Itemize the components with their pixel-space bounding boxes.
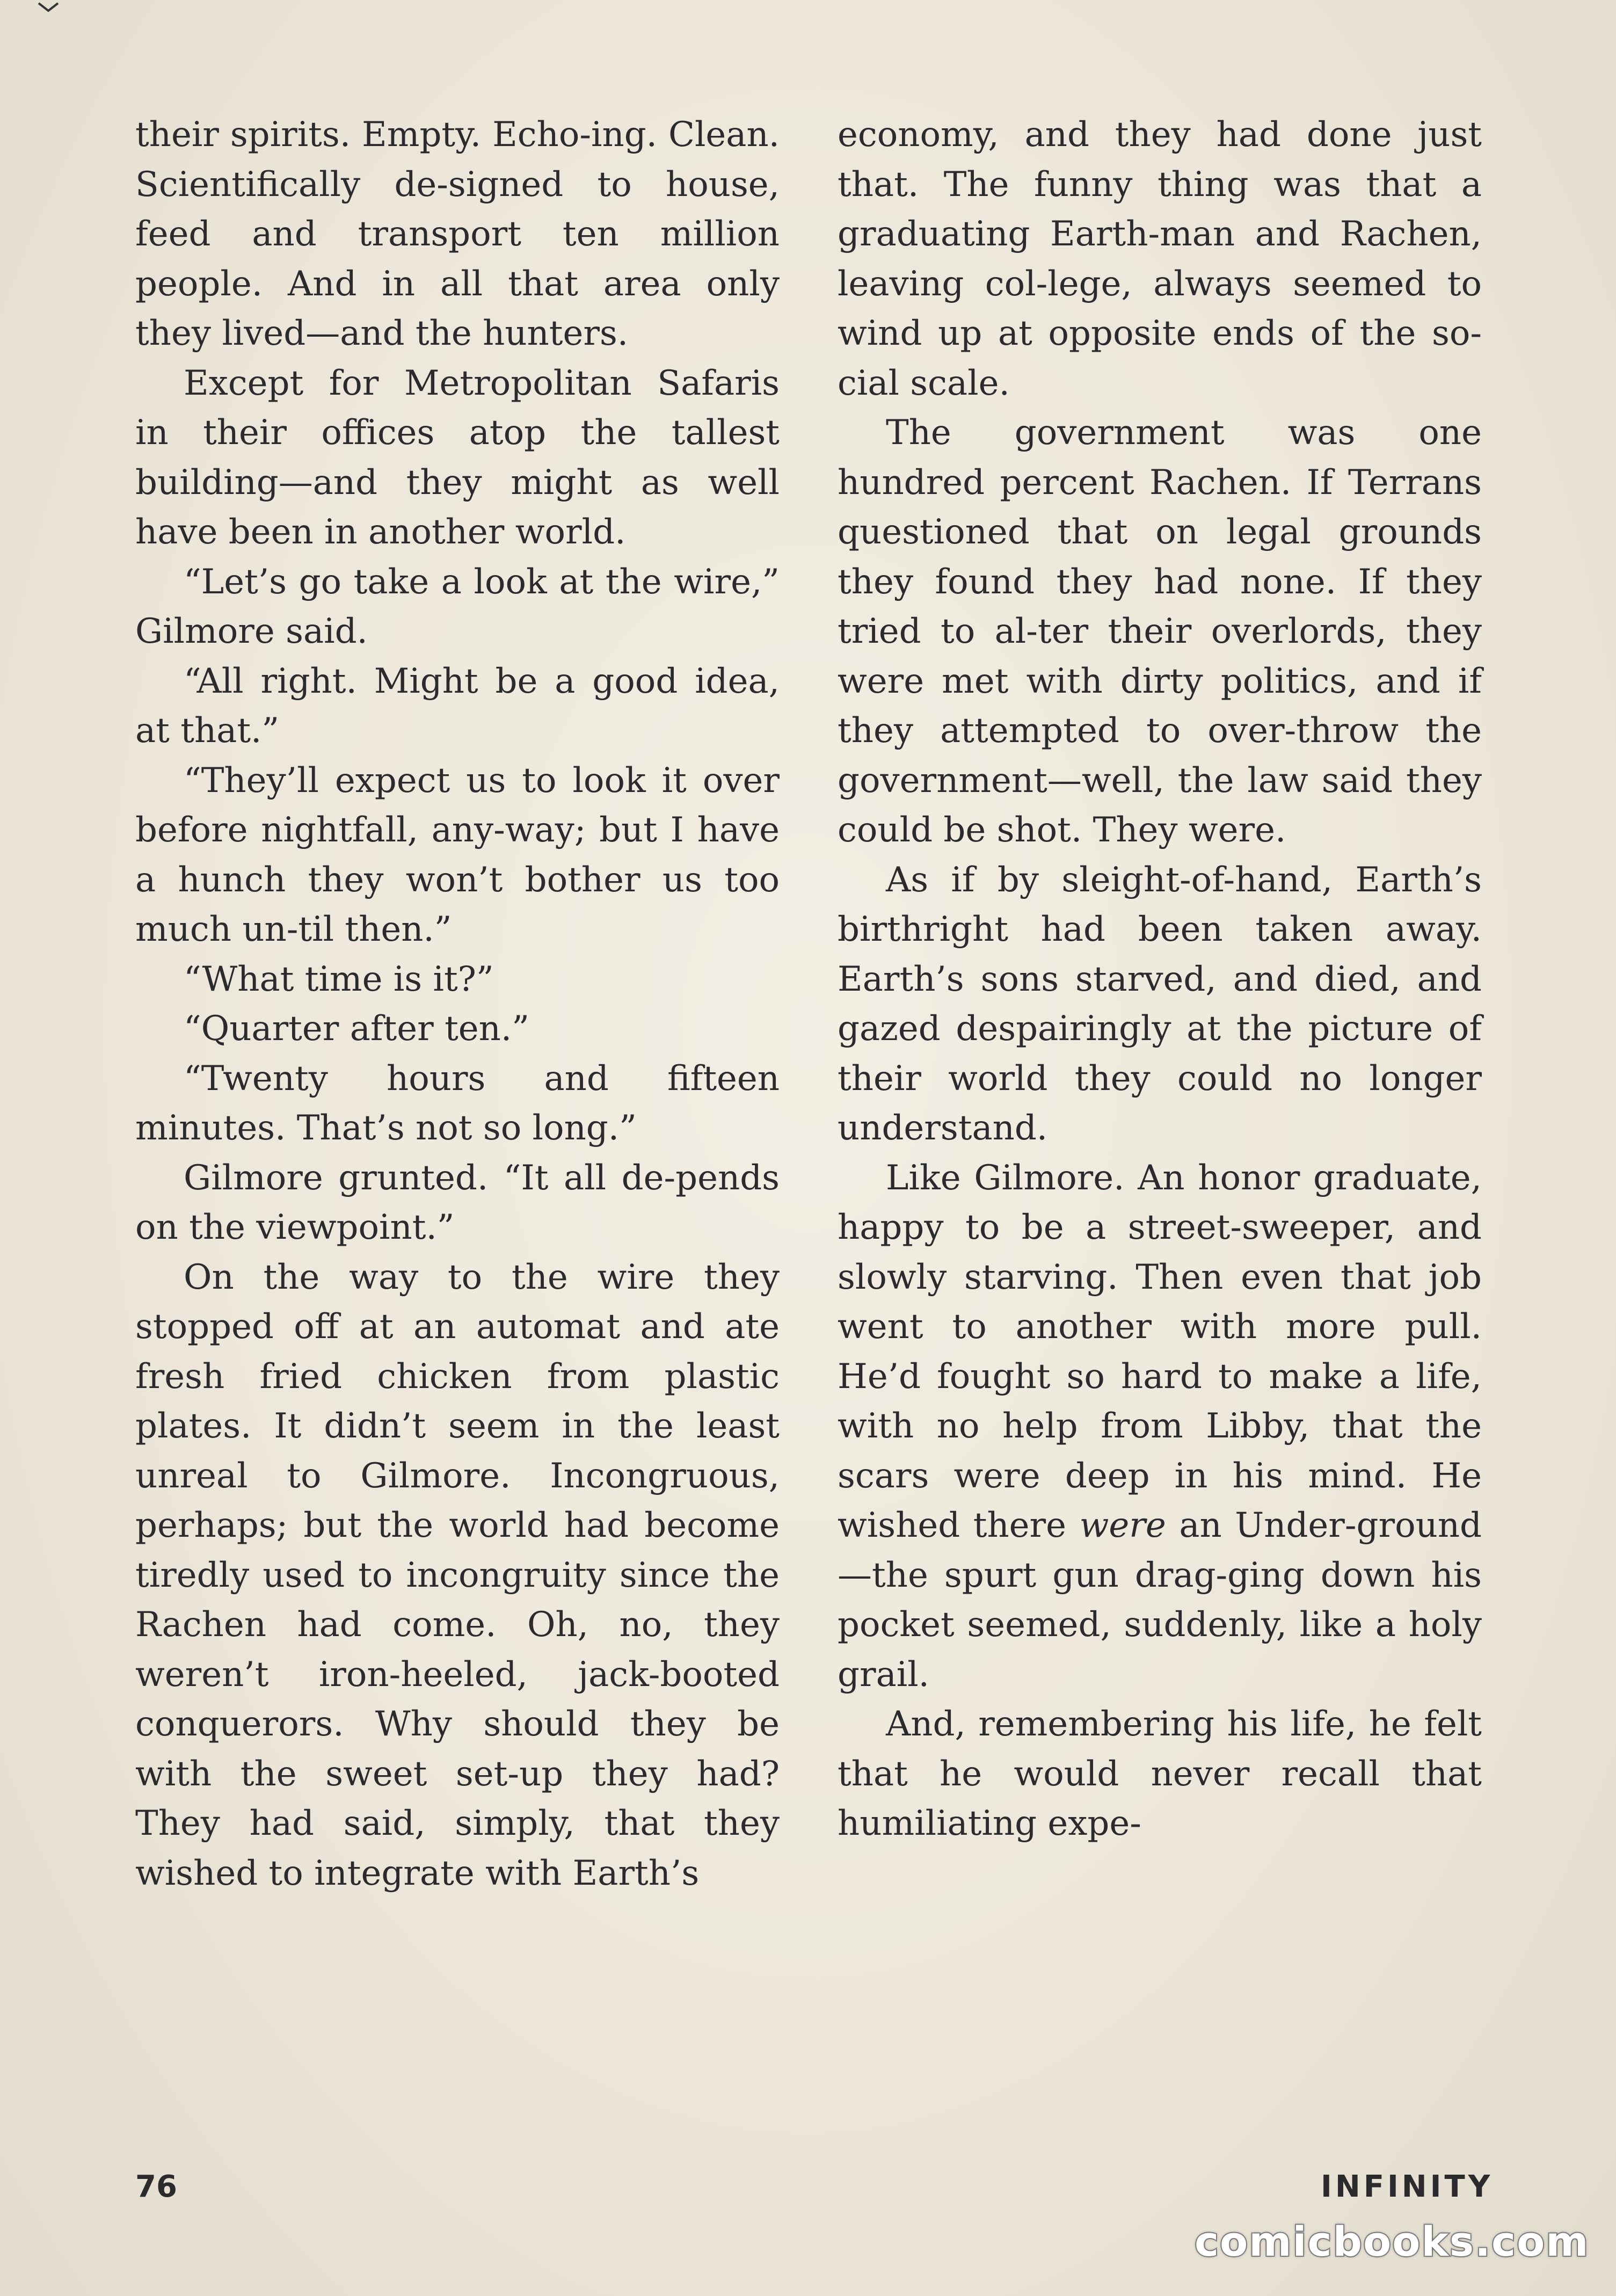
italic-word: were bbox=[1079, 1506, 1166, 1545]
paragraph: Gilmore grunted. “It all de-pends on the viewpoint.” bbox=[135, 1158, 780, 1247]
paragraph-text: Like Gilmore. An honor graduate, happy to be a street-sweeper, and slowly starving. Then even that job went to another with more pull. He’d fought so hard to make a life, with no help from Libby, that the scars were deep in his mind. He wished there bbox=[838, 1158, 1482, 1545]
page-number: 76 bbox=[135, 2169, 177, 2204]
paragraph: “Quarter after ten.” bbox=[184, 1009, 529, 1049]
paragraph: “What time is it?” bbox=[184, 959, 494, 999]
paragraph: Except for Metropolitan Safaris in their offices atop the tallest building—and they might as well have been in another world. bbox=[135, 363, 780, 552]
paragraph: On the way to the wire they stopped off at an automat and ate fresh fried chicken from plastic plates. It didn’t seem in the least unreal to Gilmore. Incongruous, perhaps; but the world had become tiredly used to incongruity since the Rachen had come. Oh, no, they weren’t iron-heeled, jack-booted conquerors. Why should they be with the sweet set-up they had? They had said, simply, that they wished to integrate with Earth’s bbox=[135, 1257, 780, 1893]
watermark: comicbooks.com bbox=[1195, 2218, 1590, 2265]
paragraph: “They’ll expect us to look it over before nightfall, any-way; but I have a hunch they won’t bother us too much un-til then.” bbox=[135, 760, 780, 949]
right-text-column bbox=[838, 110, 1482, 1849]
paragraph: As if by sleight-of-hand, Earth’s birthright had been taken away. Earth’s sons starved, and died, and gazed despairingly at the picture of their world they could no longer understand. bbox=[838, 860, 1482, 1148]
paragraph: economy, and they had done just that. The funny thing was that a graduating Earth-man and Rachen, leaving col-lege, always seemed to wind up at opposite ends of the so-cial scale. bbox=[838, 115, 1482, 403]
printer-mark-icon bbox=[38, 2, 59, 13]
paragraph: their spirits. Empty. Echo-ing. Clean. Scientifically de-signed to house, feed and transport ten million people. And in all that area only they lived—and the hunters. bbox=[135, 115, 780, 353]
paragraph: And, remembering his life, he felt that he would never recall that humiliating expe- bbox=[838, 1704, 1482, 1843]
magazine-name: INFINITY bbox=[1321, 2169, 1494, 2204]
paragraph: “Let’s go take a look at the wire,” Gilmore said. bbox=[135, 562, 780, 651]
paragraph: “All right. Might be a good idea, at that.” bbox=[135, 661, 780, 751]
paragraph: “Twenty hours and fifteen minutes. That’s not so long.” bbox=[135, 1058, 780, 1148]
paragraph-text: an Under-ground—the spurt gun drag-ging down his pocket seemed, suddenly, like a holy grail. bbox=[838, 1506, 1482, 1695]
left-text-column bbox=[135, 110, 780, 1898]
paragraph: The government was one hundred percent Rachen. If Terrans questioned that on legal grounds they found they had none. If they tried to al-ter their overlords, they were met with dirty politics, and if they attempted to over-throw the government—well, the law said they could be shot. They were. bbox=[838, 413, 1482, 850]
paragraph bbox=[838, 1153, 1482, 1700]
